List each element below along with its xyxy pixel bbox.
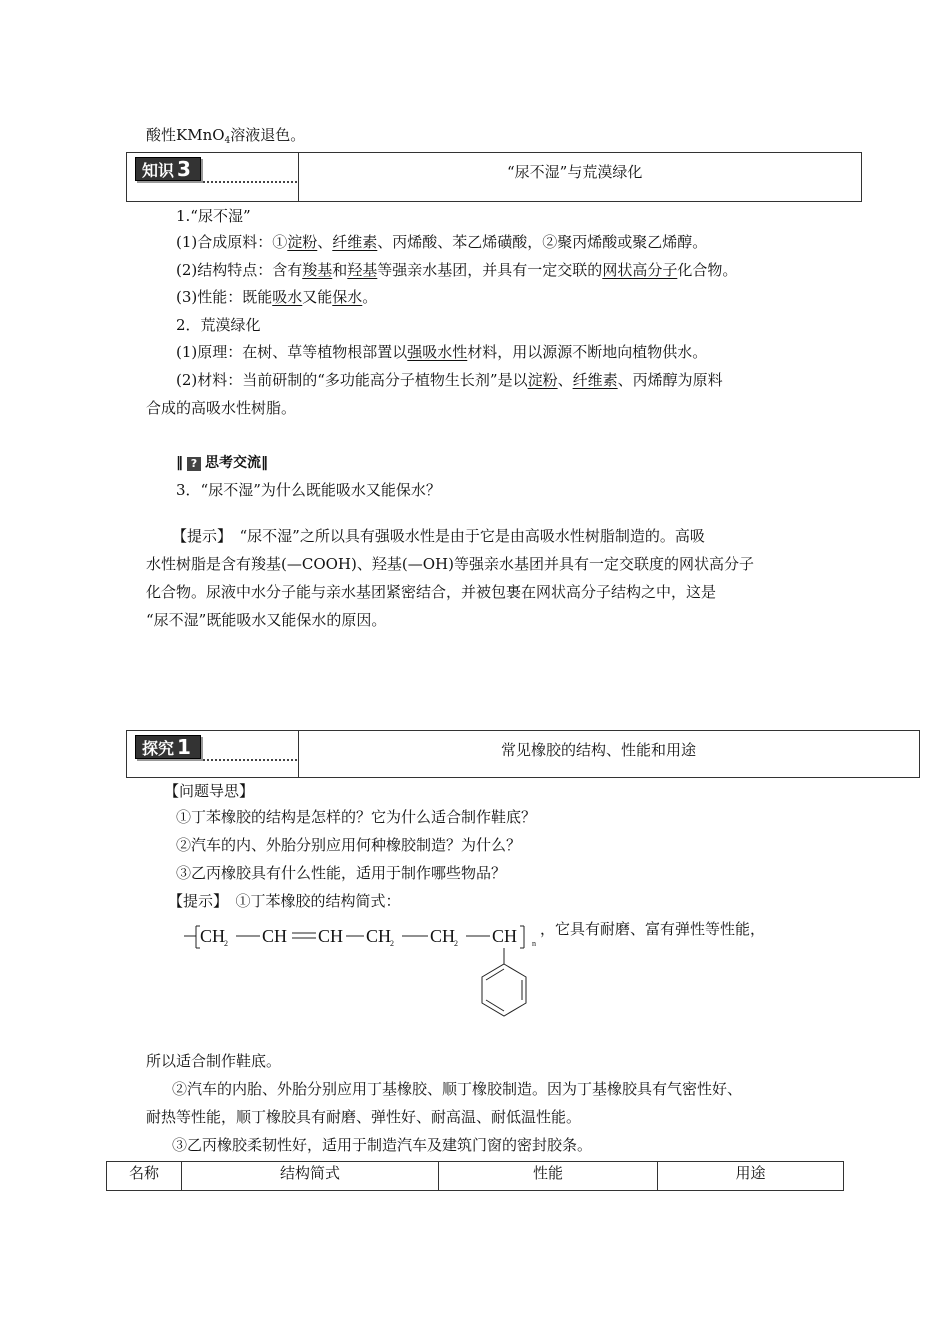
formula-sub-2: 2 [390, 939, 394, 948]
formula-ch2-3: CH [430, 926, 456, 946]
formula-sub-1: 2 [224, 939, 228, 948]
question-icon: ? [187, 457, 201, 471]
heading-desert: 2．荒漠绿化 [176, 316, 261, 334]
hint-line-2: 水性树脂是含有羧基(—COOH)、羟基(—OH)等强亲水基团并具有一定交联度的网状高分子 [146, 555, 754, 573]
dotted-divider [203, 181, 297, 183]
guide-heading: 【问题导思】 [164, 782, 255, 800]
line-structure: (2)结构特点：含有羧基和羟基等强亲水基团，并具有一定交联的网状高分子化合物。 [176, 261, 738, 279]
think-question: 3．“尿不湿”为什么既能吸水又能保水？ [176, 481, 441, 499]
line-material-cont: 合成的高吸水性树脂。 [146, 399, 297, 417]
answer-p1: 所以适合制作鞋底。 [146, 1052, 282, 1070]
intro-line: 酸性KMnO$_4$溶液退色。 [146, 126, 306, 146]
formula-description: ，它具有耐磨、富有弹性等性能， [540, 920, 766, 938]
table-header-properties: 性能 [439, 1162, 658, 1191]
section-title: “尿不湿”与荒漠绿化 [507, 163, 643, 181]
section-title: 常见橡胶的结构、性能和用途 [501, 741, 697, 759]
line-principle: (1)原理：在树、草等植物根部置以强吸水性材料，用以源源不断地向植物供水。 [176, 343, 708, 361]
answer-p3: ③乙丙橡胶柔韧性好，适用于制造汽车及建筑门窗的密封胶条。 [172, 1136, 593, 1154]
formula-ch-2: CH [318, 926, 344, 946]
table-header-structure: 结构简式 [182, 1162, 439, 1191]
section-header-explore-1 [126, 730, 920, 778]
table-header-row [107, 1162, 844, 1191]
section-header-knowledge-3 [126, 152, 862, 202]
formula-ch2-2: CH [366, 926, 392, 946]
section-badge: 探究 1 [135, 735, 201, 759]
formula-ch2-1: CH [200, 926, 226, 946]
guide-q2: ②汽车的内、外胎分别应用何种橡胶制造？为什么？ [176, 836, 522, 854]
hint-line-1: 【提示】 “尿不湿”之所以具有强吸水性是由于它是由高吸水性树脂制造的。高吸 [172, 527, 705, 545]
think-label: ‖ ? 思考交流‖ [176, 455, 268, 471]
answer-p2a: ②汽车的内胎、外胎分别应用丁基橡胶、顺丁橡胶制造。因为丁基橡胶具有气密性好、 [172, 1080, 743, 1098]
rubber-table [106, 1161, 844, 1191]
guide-q1: ①丁苯橡胶的结构是怎样的？它为什么适合制作鞋底？ [176, 808, 537, 826]
formula-sub-3: 2 [454, 939, 458, 948]
formula-n: n [532, 939, 536, 948]
hint-line-4: “尿不湿”既能吸水又能保水的原因。 [146, 611, 387, 629]
sbr-structural-formula [180, 918, 560, 1036]
hint-intro: 【提示】 ①丁苯橡胶的结构简式： [168, 892, 401, 910]
heading-diaper: 1.“尿不湿” [176, 207, 251, 225]
answer-p2b: 耐热等性能，顺丁橡胶具有耐磨、弹性好、耐高温、耐低温性能。 [146, 1108, 582, 1126]
line-properties: (3)性能：既能吸水又能保水。 [176, 288, 378, 306]
guide-q3: ③乙丙橡胶具有什么性能，适用于制作哪些物品？ [176, 864, 507, 882]
table-header-name: 名称 [107, 1162, 182, 1191]
section-badge: 知识 3 [135, 157, 201, 181]
formula-ch-3: CH [492, 926, 518, 946]
line-raw-materials: (1)合成原料：①淀粉、纤维素、丙烯酸、苯乙烯磺酸，②聚丙烯酸或聚乙烯醇。 [176, 233, 708, 251]
dotted-divider [203, 759, 297, 761]
formula-ch-1: CH [262, 926, 288, 946]
table-header-uses: 用途 [658, 1162, 844, 1191]
hint-line-3: 化合物。尿液中水分子能与亲水基团紧密结合，并被包裹在网状高分子结构之中，这是 [146, 583, 717, 601]
line-material: (2)材料：当前研制的“多功能高分子植物生长剂”是以淀粉、纤维素、丙烯醇为原料 [176, 371, 723, 389]
